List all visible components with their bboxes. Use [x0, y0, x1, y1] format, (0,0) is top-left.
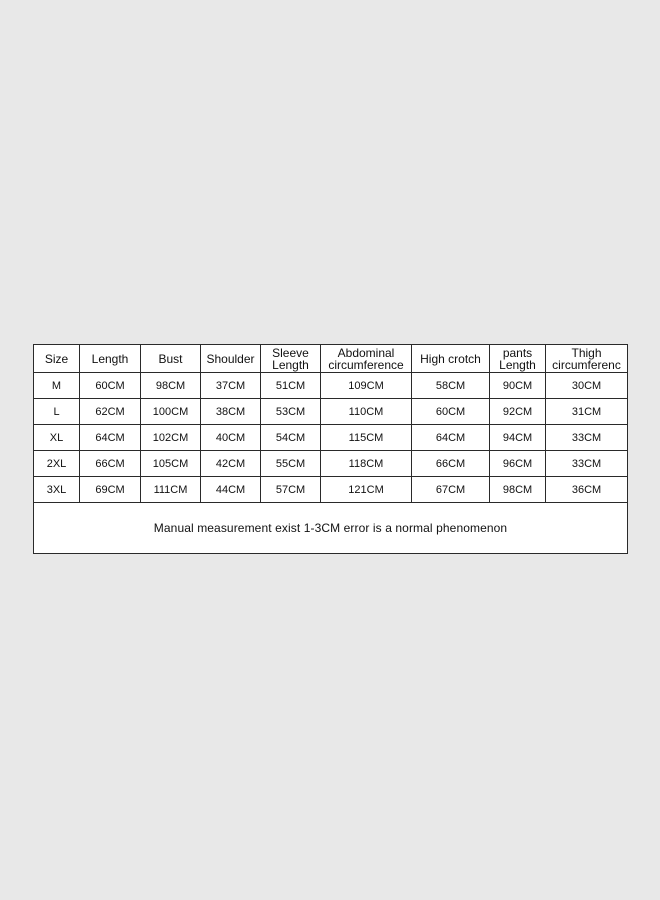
size-cell: M — [34, 373, 80, 399]
size-cell: 3XL — [34, 477, 80, 503]
sleeve-length-cell: 57CM — [261, 477, 321, 503]
pants-length-cell: 90CM — [490, 373, 546, 399]
thigh-circumference-cell: 36CM — [546, 477, 628, 503]
abdominal-circumference-cell: 118CM — [321, 451, 412, 477]
length-cell: 69CM — [80, 477, 141, 503]
abdominal-circumference-cell: 109CM — [321, 373, 412, 399]
shoulder-cell: 44CM — [201, 477, 261, 503]
high-crotch-cell: 67CM — [412, 477, 490, 503]
header-shoulder: Shoulder — [201, 345, 261, 373]
high-crotch-cell: 58CM — [412, 373, 490, 399]
thigh-circumference-cell: 31CM — [546, 399, 628, 425]
thigh-circumference-cell: 33CM — [546, 425, 628, 451]
table-row-l — [34, 399, 628, 425]
size-chart-table — [33, 344, 628, 554]
shoulder-cell: 42CM — [201, 451, 261, 477]
sleeve-length-cell: 54CM — [261, 425, 321, 451]
bust-cell: 100CM — [141, 399, 201, 425]
abdominal-circumference-cell: 115CM — [321, 425, 412, 451]
high-crotch-cell: 60CM — [412, 399, 490, 425]
measurement-note: Manual measurement exist 1-3CM error is a normal phenomenon — [34, 503, 628, 554]
header-thigh-circumference: Thigh circumferenc — [546, 345, 628, 373]
header-abdominal-circumference: Abdominal circumference — [321, 345, 412, 373]
sleeve-length-cell: 53CM — [261, 399, 321, 425]
header-bust: Bust — [141, 345, 201, 373]
shoulder-cell: 40CM — [201, 425, 261, 451]
length-cell: 60CM — [80, 373, 141, 399]
table-row-xl — [34, 425, 628, 451]
pants-length-cell: 98CM — [490, 477, 546, 503]
abdominal-circumference-cell: 110CM — [321, 399, 412, 425]
table-row-m — [34, 373, 628, 399]
header-pants-length: pants Length — [490, 345, 546, 373]
table-row-2xl — [34, 451, 628, 477]
size-cell: L — [34, 399, 80, 425]
header-length: Length — [80, 345, 141, 373]
size-cell: XL — [34, 425, 80, 451]
bust-cell: 102CM — [141, 425, 201, 451]
high-crotch-cell: 66CM — [412, 451, 490, 477]
abdominal-circumference-cell: 121CM — [321, 477, 412, 503]
pants-length-cell: 92CM — [490, 399, 546, 425]
length-cell: 62CM — [80, 399, 141, 425]
high-crotch-cell: 64CM — [412, 425, 490, 451]
thigh-circumference-cell: 33CM — [546, 451, 628, 477]
thigh-circumference-cell: 30CM — [546, 373, 628, 399]
shoulder-cell: 37CM — [201, 373, 261, 399]
size-cell: 2XL — [34, 451, 80, 477]
header-sleeve-length: Sleeve Length — [261, 345, 321, 373]
pants-length-cell: 96CM — [490, 451, 546, 477]
note-row — [34, 503, 628, 554]
bust-cell: 98CM — [141, 373, 201, 399]
sleeve-length-cell: 55CM — [261, 451, 321, 477]
bust-cell: 105CM — [141, 451, 201, 477]
header-high-crotch: High crotch — [412, 345, 490, 373]
length-cell: 66CM — [80, 451, 141, 477]
length-cell: 64CM — [80, 425, 141, 451]
table-row-3xl — [34, 477, 628, 503]
header-row — [34, 345, 628, 373]
pants-length-cell: 94CM — [490, 425, 546, 451]
bust-cell: 111CM — [141, 477, 201, 503]
header-size: Size — [34, 345, 80, 373]
shoulder-cell: 38CM — [201, 399, 261, 425]
sleeve-length-cell: 51CM — [261, 373, 321, 399]
